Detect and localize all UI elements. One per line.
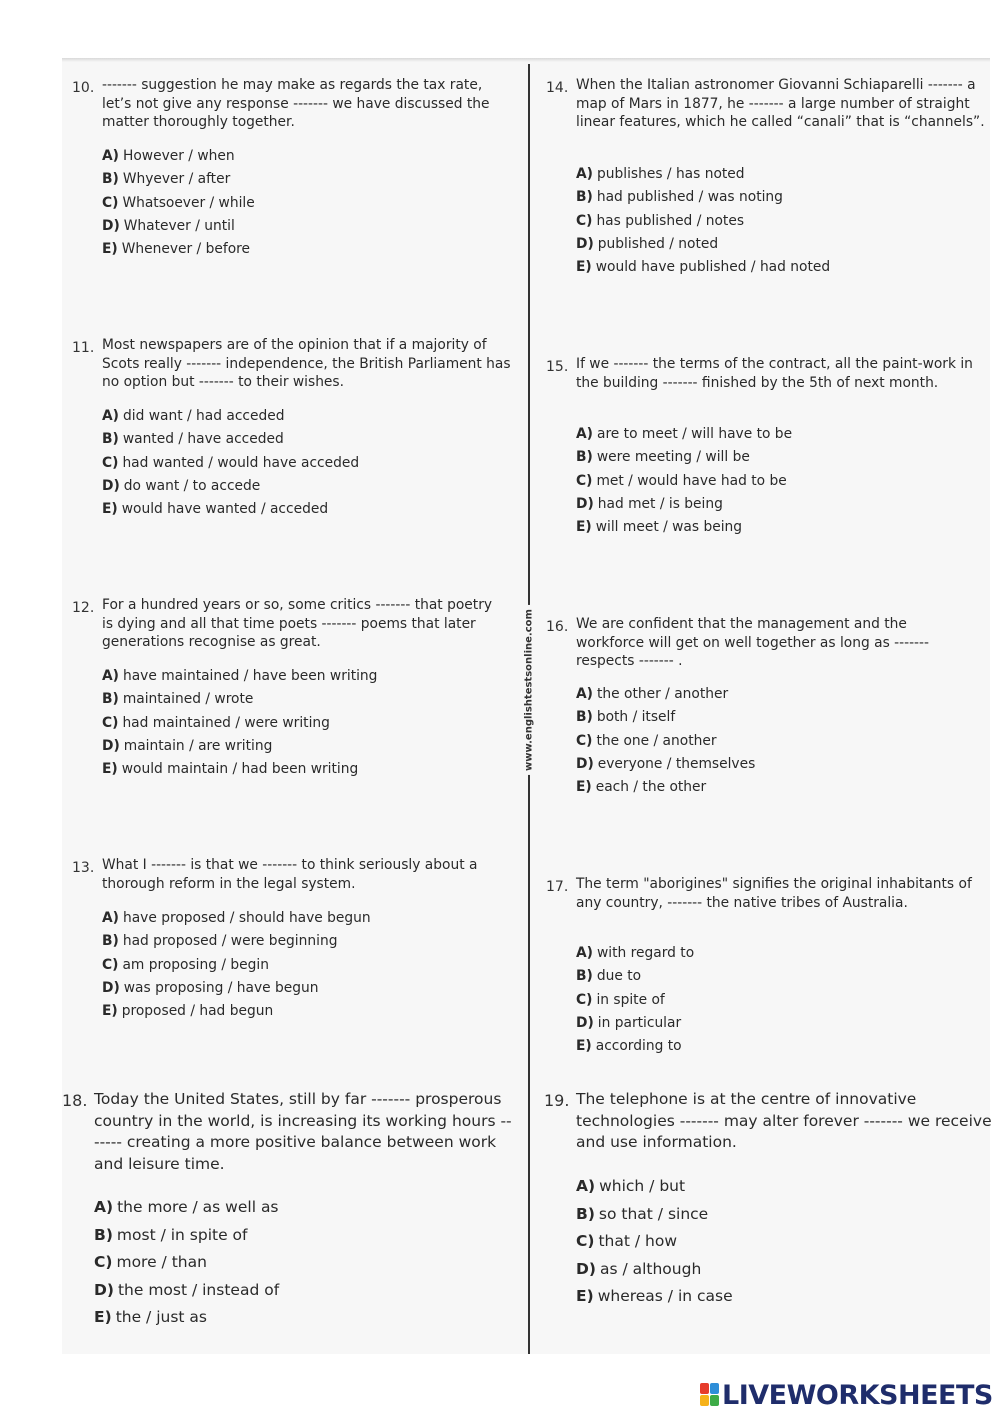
options-list [102,145,255,261]
question-number: 18. [62,1091,88,1110]
option-e[interactable]: E) the / just as [94,1308,207,1326]
page-top-edge [62,58,990,62]
options-list [576,163,830,279]
option-b[interactable]: B) maintained / wrote [102,691,254,708]
question-stem: The telephone is at the centre of innovative technologies ------- may alter forever ------- we receive and use information. [576,1090,992,1152]
option-d[interactable]: D) do want / to accede [102,477,261,494]
option-b[interactable]: B) most / in spite of [94,1225,248,1244]
question-stem: What I ------- is that we ------- to think seriously about a thorough reform in the legal system. [102,857,478,892]
logo-block-w [710,1383,719,1394]
option-c[interactable]: C) am proposing / begin [102,956,270,973]
question-stem: Today the United States, still by far ------- prosperous country in the world, is increasing its working hours ------- creating a more positive balance between work and leisure time. [94,1090,512,1173]
option-e[interactable]: E) would have published / had noted [576,259,831,276]
option-b[interactable]: B) had published / was noting [576,189,783,206]
watermark-text: www.englishtestsonline.com [524,605,535,775]
option-a[interactable]: A) did want / had acceded [102,408,285,424]
options-list [102,907,371,1023]
option-d[interactable]: D) maintain / are writing [102,737,273,754]
option-e[interactable]: E) proposed / had begun [102,1003,274,1020]
question-number: 17. [546,879,569,895]
option-a[interactable]: A) However / when [102,148,235,164]
option-c[interactable]: C) had maintained / were writing [102,714,330,731]
option-a[interactable]: A) publishes / has noted [576,166,745,182]
option-d[interactable]: D) published / noted [576,235,719,252]
liveworksheets-logo[interactable] [700,1378,993,1412]
option-d[interactable]: D) had met / is being [576,495,723,512]
option-a[interactable]: A) have proposed / should have begun [102,910,371,926]
option-c[interactable]: C) has published / notes [576,212,745,229]
question-stem: Most newspapers are of the opinion that if a majority of Scots really ------- independence, the British Parliament has no option but ------- to their wishes. [102,337,511,390]
option-b[interactable]: B) were meeting / will be [576,449,750,466]
liveworksheets-icon [700,1383,720,1407]
question-number: 12. [72,600,95,616]
option-c[interactable]: C) Whatsoever / while [102,194,255,211]
option-d[interactable]: D) everyone / themselves [576,755,756,772]
question-stem: We are confident that the management and the workforce will get on well together as long as ------- respects ------- . [576,616,929,669]
question-stem: The term "aborigines" signifies the original inhabitants of any country, ------- the native tribes of Australia. [576,876,972,911]
options-list [576,683,755,799]
option-c[interactable]: C) that / how [576,1232,678,1250]
logo-block-v [700,1395,709,1406]
option-d[interactable]: D) in particular [576,1014,682,1031]
question-number: 15. [546,359,569,375]
option-a[interactable]: A) are to meet / will have to be [576,426,793,442]
question-number: 11. [72,340,95,356]
watermark [519,609,539,771]
question-number: 14. [546,80,569,96]
option-e[interactable]: E) would have wanted / acceded [102,501,329,518]
question-stem: For a hundred years or so, some critics ------- that poetry is dying and all that time poets ------- poems that later generations recognise as great. [102,597,493,650]
option-b[interactable]: B) so that / since [576,1204,709,1223]
question-stem: ------- suggestion he may make as regards the tax rate, let’s not give any response ------- we have discussed the matter thoroughly together. [102,77,490,130]
option-c[interactable]: C) met / would have had to be [576,472,787,489]
option-c[interactable]: C) in spite of [576,991,665,1008]
option-d[interactable]: D) the most / instead of [94,1280,280,1299]
question-number: 10. [72,80,95,96]
options-list [576,423,792,539]
option-a[interactable]: A) the more / as well as [94,1198,279,1216]
option-a[interactable]: A) which / but [576,1177,686,1195]
liveworksheets-text: LIVEWORKSHEETS [722,1379,993,1411]
question-number: 16. [546,619,569,635]
option-b[interactable]: B) wanted / have acceded [102,431,284,448]
option-a[interactable]: A) with regard to [576,945,695,961]
options-list [102,405,359,521]
question-stem: When the Italian astronomer Giovanni Schiaparelli ------- a map of Mars in 1877, he ------- a large number of straight linear features, which he called “canali” that is “channels”. [576,77,985,130]
option-a[interactable]: A) have maintained / have been writing [102,668,378,684]
option-e[interactable]: E) Whenever / before [102,241,250,258]
options-list [576,1173,733,1311]
option-b[interactable]: B) Whyever / after [102,171,231,188]
logo-block-l [700,1383,709,1394]
option-d[interactable]: D) Whatever / until [102,217,235,234]
option-c[interactable]: C) had wanted / would have acceded [102,454,360,471]
option-e[interactable]: E) whereas / in case [576,1287,733,1305]
option-e[interactable]: E) according to [576,1038,682,1055]
question-stem: If we ------- the terms of the contract, all the paint-work in the building ------- finished by the 5th of next month. [576,356,973,391]
option-b[interactable]: B) due to [576,968,642,985]
option-d[interactable]: D) as / although [576,1259,702,1278]
question-number: 13. [72,860,95,876]
options-list [102,665,377,781]
option-b[interactable]: B) both / itself [576,709,676,726]
option-a[interactable]: A) the other / another [576,686,729,702]
options-list [94,1194,279,1332]
option-c[interactable]: C) more / than [94,1253,207,1271]
option-c[interactable]: C) the one / another [576,732,717,749]
options-list [576,942,694,1058]
option-d[interactable]: D) was proposing / have begun [102,979,319,996]
option-b[interactable]: B) had proposed / were beginning [102,933,338,950]
option-e[interactable]: E) each / the other [576,779,707,796]
question-number: 19. [544,1091,570,1110]
logo-block-s [710,1395,719,1406]
option-e[interactable]: E) would maintain / had been writing [102,761,359,778]
option-e[interactable]: E) will meet / was being [576,519,743,536]
